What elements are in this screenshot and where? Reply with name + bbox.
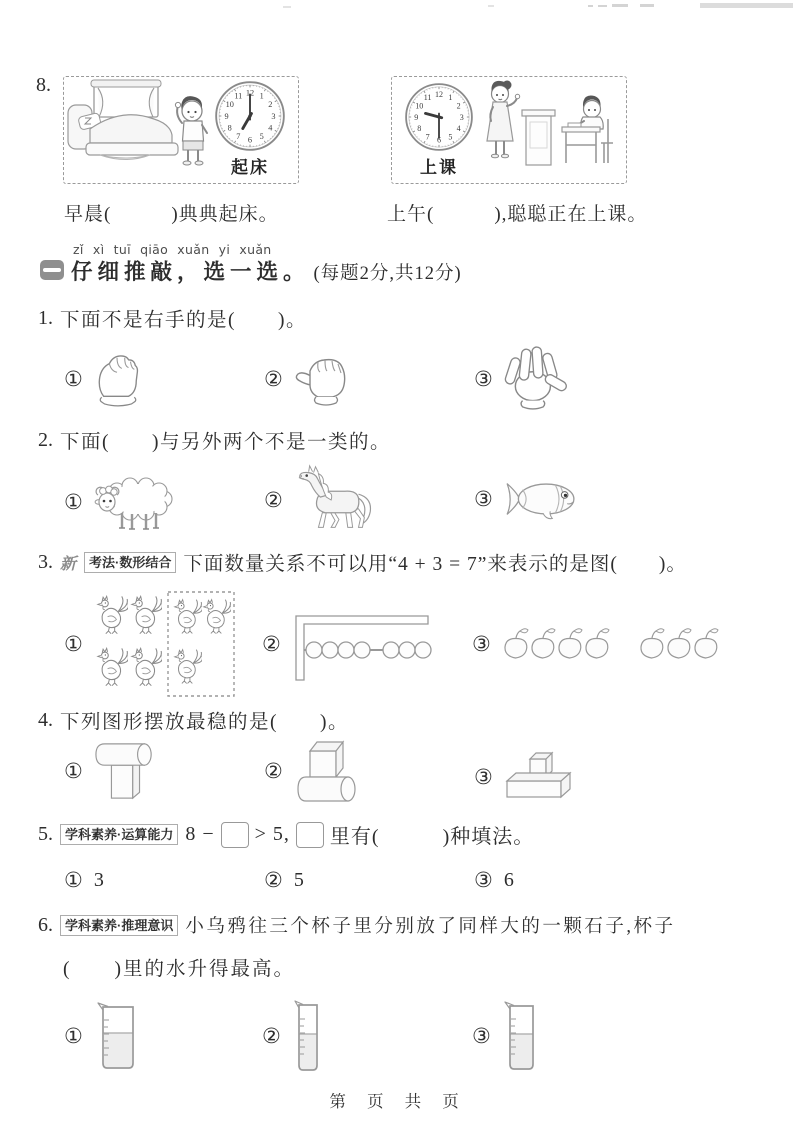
q3-option-1 bbox=[64, 590, 236, 698]
q5-formula bbox=[185, 820, 534, 849]
q1-option-1 bbox=[64, 336, 142, 422]
q5-option-1 bbox=[64, 868, 104, 892]
q8-caption-right: 上午( ),聪聪正在上课。 bbox=[387, 204, 648, 225]
q1-option-3 bbox=[474, 336, 570, 422]
cuboid-on-cuboid-illustration bbox=[504, 751, 580, 803]
option-value: 3 bbox=[93, 868, 104, 891]
option-circle: ① bbox=[64, 868, 83, 892]
svg-text:2: 2 bbox=[456, 101, 461, 111]
q3-option-3 bbox=[472, 590, 726, 698]
option-circle: ③ bbox=[472, 1024, 491, 1048]
q6-text-line2: ( )里的水升得最高。 bbox=[63, 959, 295, 980]
q1-text: 下面不是右手的是( )。 bbox=[60, 310, 307, 331]
q3-badge-new: 新 bbox=[60, 555, 77, 573]
section-icon bbox=[40, 260, 64, 280]
svg-text:3: 3 bbox=[271, 111, 276, 121]
option-value: 5 bbox=[293, 868, 304, 891]
getting-up-scene bbox=[63, 76, 299, 184]
q4-option-2 bbox=[264, 736, 360, 806]
scan-artifact bbox=[283, 6, 291, 8]
svg-text:11: 11 bbox=[423, 93, 432, 103]
formula-mid: > 5, bbox=[254, 823, 290, 845]
svg-text:8: 8 bbox=[417, 124, 422, 134]
q6-option-3 bbox=[472, 997, 537, 1075]
sheep-illustration bbox=[94, 469, 178, 535]
scan-artifact bbox=[700, 3, 793, 8]
q3-text: 下面数量关系不可以用“4 + 3 = 7”来表示的是图( )。 bbox=[183, 554, 687, 575]
svg-text:6: 6 bbox=[436, 135, 442, 145]
svg-text:4: 4 bbox=[456, 124, 461, 134]
q3-badge: 考法·数形结合 bbox=[84, 552, 176, 573]
scene-label: 起床 bbox=[231, 158, 269, 177]
svg-text:3: 3 bbox=[459, 112, 464, 122]
q6-badge: 学科素养·推理意识 bbox=[60, 915, 178, 936]
formula-pre: 8 − bbox=[185, 823, 215, 845]
svg-text:10: 10 bbox=[225, 100, 234, 110]
scene-label: 上课 bbox=[420, 158, 458, 177]
beaker-illustration bbox=[502, 1001, 537, 1071]
svg-text:1: 1 bbox=[448, 93, 453, 103]
cuboid-on-cylinder-illustration bbox=[294, 737, 360, 805]
option-circle: ② bbox=[264, 488, 283, 512]
beaker-illustration bbox=[292, 1000, 321, 1072]
scan-artifact bbox=[612, 4, 628, 7]
q6-text-line1: 小乌鸦往三个杯子里分别放了同样大的一颗石子,杯子 bbox=[185, 917, 676, 937]
q5-option-3 bbox=[474, 868, 514, 892]
svg-text:5: 5 bbox=[448, 132, 453, 142]
q1-option-2 bbox=[264, 336, 354, 422]
classroom-illustration bbox=[480, 79, 622, 179]
option-circle: ③ bbox=[474, 487, 493, 511]
q5-option-2 bbox=[264, 868, 304, 892]
open-hand-illustration bbox=[504, 342, 570, 416]
svg-text:6: 6 bbox=[247, 135, 253, 145]
q2-text: 下面( )与另外两个不是一类的。 bbox=[60, 432, 391, 453]
svg-text:7: 7 bbox=[236, 132, 241, 142]
q4-number: 4. bbox=[38, 708, 53, 731]
svg-text:11: 11 bbox=[234, 91, 243, 101]
bead-rod-illustration bbox=[292, 602, 432, 686]
clock-illustration bbox=[214, 80, 286, 152]
svg-text:5: 5 bbox=[259, 132, 264, 142]
q5-number: 5. bbox=[38, 823, 53, 845]
beaker-illustration bbox=[94, 1002, 136, 1070]
q2-option-2 bbox=[264, 458, 380, 542]
fist-hand-illustration bbox=[94, 341, 142, 417]
section-pinyin: zǐ xì tuī qiāo xuǎn yi xuǎn bbox=[73, 242, 272, 257]
option-circle: ① bbox=[64, 632, 83, 656]
q8-number: 8. bbox=[36, 74, 51, 96]
classroom-scene bbox=[391, 76, 627, 184]
option-circle: ② bbox=[264, 868, 283, 892]
q2-option-3 bbox=[474, 468, 578, 530]
option-circle: ③ bbox=[474, 868, 493, 892]
q6-option-1 bbox=[64, 998, 136, 1074]
clock-illustration bbox=[404, 82, 474, 152]
option-circle: ③ bbox=[474, 765, 493, 789]
option-circle: ① bbox=[64, 759, 83, 783]
section-title: 仔细推敲，选一选。 bbox=[71, 260, 310, 284]
svg-text:1: 1 bbox=[259, 91, 264, 101]
apples-illustration bbox=[502, 626, 726, 662]
q5-badge: 学科素养·运算能力 bbox=[60, 824, 178, 845]
child-illustration bbox=[175, 96, 207, 165]
option-circle: ③ bbox=[472, 632, 491, 656]
answer-box bbox=[221, 822, 249, 848]
student-desk-illustration bbox=[562, 96, 613, 163]
scan-artifact bbox=[640, 4, 654, 7]
q3-number: 3. bbox=[38, 550, 53, 573]
q4-option-3 bbox=[474, 748, 580, 806]
formula-post: 里有( )种填法。 bbox=[329, 826, 535, 848]
rooster-group-illustration bbox=[94, 591, 236, 697]
svg-text:8: 8 bbox=[227, 123, 232, 133]
scan-artifact bbox=[488, 5, 494, 7]
page-footer: 第 页 共 页 bbox=[329, 1092, 464, 1111]
svg-text:12: 12 bbox=[245, 88, 255, 98]
q2-number: 2. bbox=[38, 428, 53, 451]
fish-illustration bbox=[504, 475, 578, 523]
cylinder-on-cuboid-illustration bbox=[94, 738, 156, 804]
teacher-illustration bbox=[487, 81, 520, 158]
thumb-out-hand-illustration bbox=[294, 347, 354, 411]
scan-artifact bbox=[598, 5, 607, 7]
option-circle: ② bbox=[262, 1024, 281, 1048]
option-circle: ① bbox=[64, 490, 83, 514]
svg-text:4: 4 bbox=[268, 123, 273, 133]
option-circle: ③ bbox=[474, 367, 493, 391]
bedroom-illustration bbox=[66, 79, 212, 177]
q4-option-1 bbox=[64, 736, 156, 806]
window-illustration bbox=[91, 80, 161, 117]
horse-illustration bbox=[294, 464, 380, 536]
svg-text:9: 9 bbox=[414, 112, 419, 122]
q6-number: 6. bbox=[38, 913, 53, 936]
svg-text:12: 12 bbox=[434, 90, 444, 100]
option-circle: ① bbox=[64, 1024, 83, 1048]
section-score-note: (每题2分,共12分) bbox=[313, 264, 462, 284]
option-circle: ② bbox=[262, 632, 281, 656]
svg-text:9: 9 bbox=[224, 111, 229, 121]
scan-artifact bbox=[588, 5, 593, 7]
option-value: 6 bbox=[503, 868, 514, 891]
option-circle: ② bbox=[264, 367, 283, 391]
q6-option-2 bbox=[262, 996, 321, 1076]
svg-text:10: 10 bbox=[415, 101, 424, 111]
option-circle: ① bbox=[64, 367, 83, 391]
q8-caption-left: 早晨( )典典起床。 bbox=[64, 204, 279, 225]
q4-text: 下列图形摆放最稳的是( )。 bbox=[60, 712, 349, 733]
answer-box bbox=[296, 822, 324, 848]
option-circle: ② bbox=[264, 759, 283, 783]
svg-text:7: 7 bbox=[425, 132, 430, 142]
svg-text:2: 2 bbox=[268, 100, 273, 110]
podium-illustration bbox=[522, 110, 555, 165]
q2-option-1 bbox=[64, 462, 178, 542]
q1-number: 1. bbox=[38, 306, 53, 329]
q3-option-2 bbox=[262, 590, 432, 698]
